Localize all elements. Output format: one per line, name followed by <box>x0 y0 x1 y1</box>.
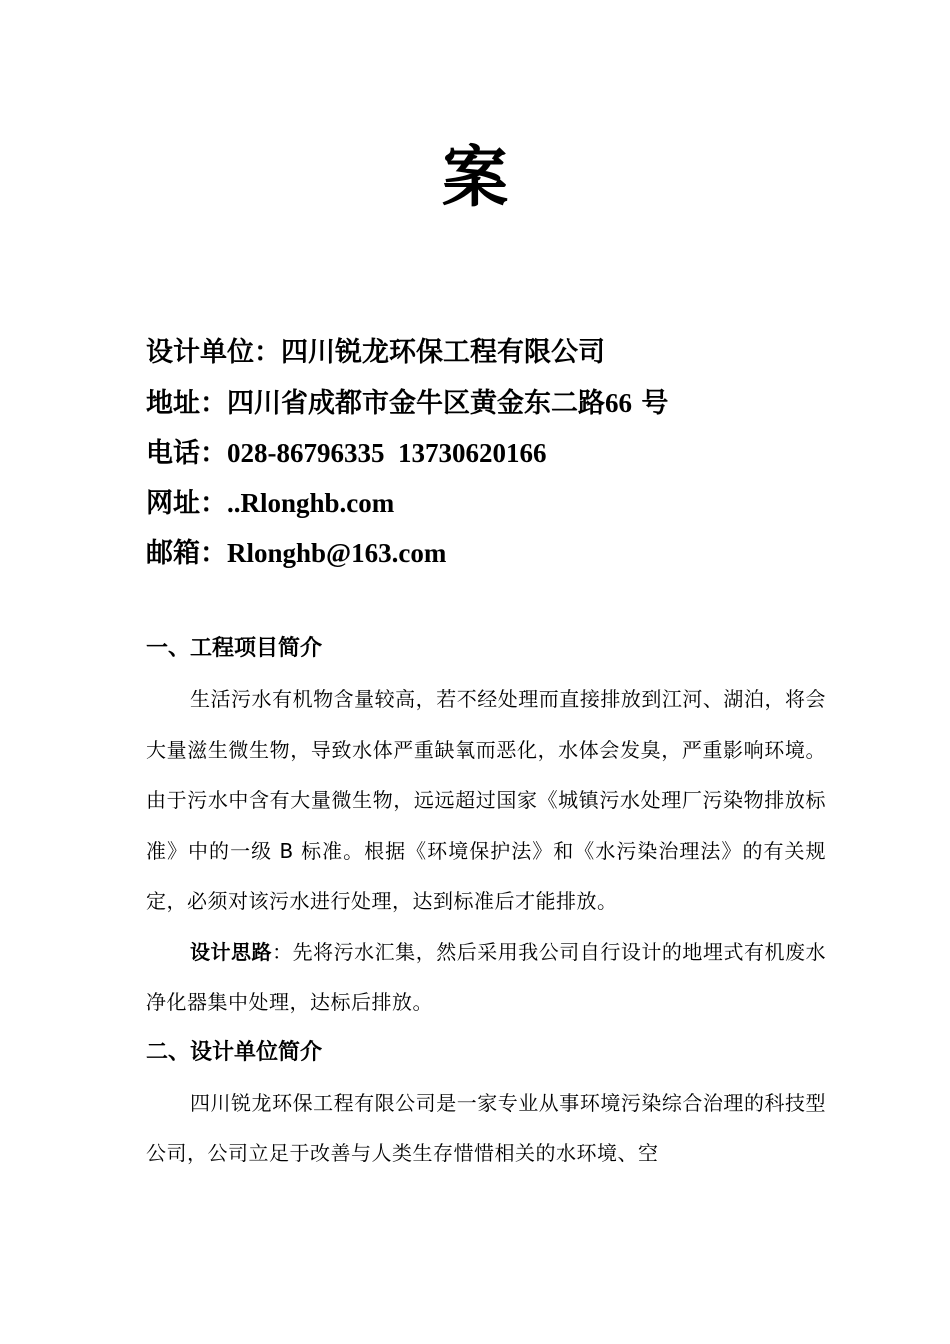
website-label: 网址： <box>146 488 227 519</box>
address-suffix: 号 <box>632 388 669 419</box>
email-label: 邮箱： <box>146 538 227 569</box>
email-line <box>146 528 846 578</box>
document-title: 案 <box>442 139 508 216</box>
section-heading-project-intro: 一、工程项目简介 <box>146 636 323 661</box>
design-unit-value: 四川锐龙环保工程有限公司 <box>281 337 605 368</box>
website-line <box>146 478 846 528</box>
address-label: 地址： <box>146 388 227 419</box>
website-value: ..Rlonghb.com <box>227 488 395 518</box>
phone-label: 电话： <box>146 438 227 469</box>
address-line <box>146 378 846 428</box>
paragraph-design-idea <box>146 927 826 1028</box>
email-value: Rlonghb@163.com <box>227 538 447 568</box>
design-unit-label: 设计单位： <box>146 337 281 368</box>
phone-value: 028-86796335 13730620166 <box>227 438 547 468</box>
design-idea-label: 设计思路 <box>190 939 273 964</box>
address-number: 66 <box>605 388 632 418</box>
paragraph-project-intro: 生活污水有机物含量较高，若不经处理而直接排放到江河、湖泊，将会大量滋生微生物，导致水体严重缺氧而恶化，水体会发臭，严重影响环境。由于污水中含有大量微生物，远远超过国家《城镇污水处理厂污染物排放标准》中的一级 B 标准。根据《环境保护法》和《水污染治理法》的有关规定，必须对该污水进行处理，达到标准后才能排放。 <box>146 687 826 913</box>
design-idea-text: ：先将污水汇集，然后采用我公司自行设计的地埋式有机废水净化器集中处理，达标后排放。 <box>146 939 827 1014</box>
design-unit-line <box>146 328 846 378</box>
section-heading-designer-intro: 二、设计单位简介 <box>146 1039 323 1065</box>
paragraph-designer-intro: 四川锐龙环保工程有限公司是一家专业从事环境污染综合治理的科技型公司，公司立足于改善与人类生存惜惜相关的水环境、空 <box>146 1090 826 1165</box>
document-body <box>146 624 826 1179</box>
phone-line <box>146 428 846 478</box>
contact-info-block <box>146 328 846 578</box>
address-value: 四川省成都市金牛区黄金东二路 <box>227 388 605 419</box>
